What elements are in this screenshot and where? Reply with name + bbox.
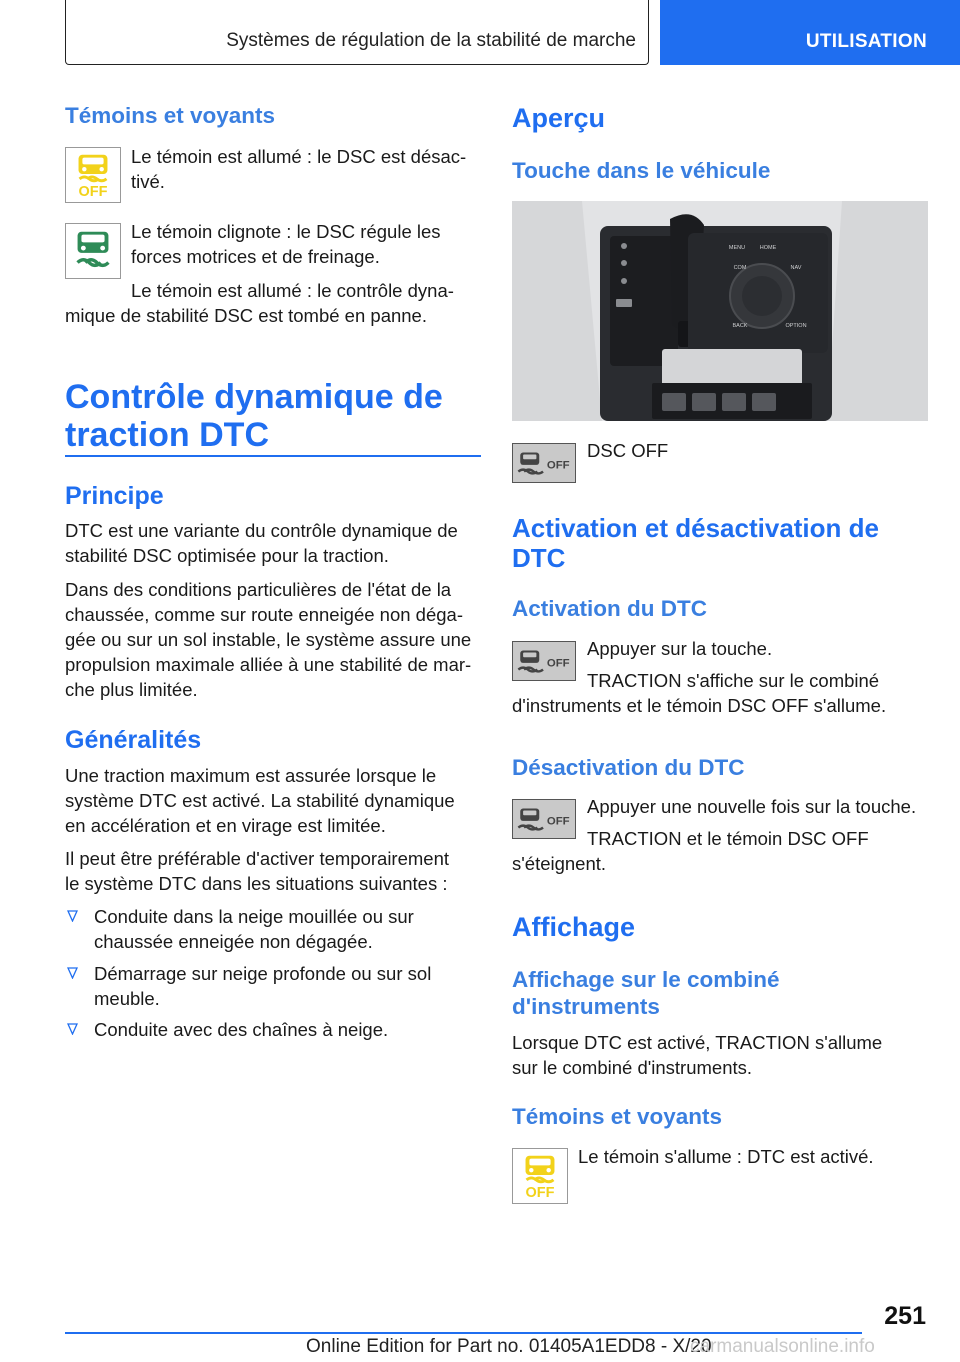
header-section-box (65, 0, 649, 65)
bullet-text: Conduite avec des chaînes à neige. (94, 1019, 389, 1040)
triangle-bullet-icon (67, 967, 78, 979)
page-number: 251 (884, 1302, 926, 1330)
indicator1-text: Le témoin est allumé : le DSC est désac- tivé. (131, 146, 467, 192)
header-chapter-tab (660, 0, 960, 65)
dsc-flashing-icon (65, 223, 121, 279)
principe-paragraph2: Dans des conditions particulières de l'état de la chaussée, comme sur route enneigée non déga- gée ou sur un sol instable, le système assure une propulsion maximale alliée à une stabilité de mar- che plus limitée. (65, 579, 472, 700)
activation-step2: TRACTION s'affiche sur le combiné d'instruments et le témoin DSC OFF s'allume. (512, 670, 887, 716)
indicator-text-right: Le témoin s'allume : DTC est activé. (578, 1146, 874, 1167)
activation-title: Activation et désactivation de DTC (512, 513, 879, 573)
apercu-heading: Aperçu (512, 103, 606, 133)
indicator2-text: Le témoin clignote : le DSC régule les forces motrices et de freinage. (131, 221, 441, 267)
principe-heading: Principe (65, 482, 164, 510)
dsc-off-button-icon (512, 443, 576, 483)
activation-heading: Activation du DTC (512, 596, 707, 621)
indicator2-followup: Le témoin est allumé : le contrôle dyna- mique de stabilité DSC est tombé en panne. (65, 280, 454, 326)
off-label: OFF (546, 815, 570, 828)
triangle-bullet-icon (67, 1023, 78, 1035)
photo-label-nav: NAV (790, 265, 802, 271)
deactivation-step2: TRACTION et le témoin DSC OFF s'éteignent. (512, 828, 869, 874)
dtc-active-warning-icon (512, 1148, 568, 1204)
footer-edition-text: Online Edition for Part no. 01405A1EDD8 - X/20 (306, 1336, 712, 1357)
touche-heading: Touche dans le véhicule (512, 158, 771, 183)
bullet-text: Conduite dans la neige mouillée ou sur chaussée enneigée non dégagée. (94, 906, 414, 952)
affichage-heading: Affichage (512, 912, 636, 942)
deactivation-heading: Désactivation du DTC (512, 755, 745, 780)
indicators-heading-right: Témoins et voyants (512, 1104, 723, 1129)
affichage-text: Lorsque DTC est activé, TRACTION s'allume sur le combiné d'instruments. (512, 1032, 883, 1078)
deactivation-step1: Appuyer une nouvelle fois sur la touche. (587, 796, 917, 817)
bullet-text: Démarrage sur neige profonde ou sur sol meuble. (94, 963, 432, 1009)
bullet-item (65, 1017, 483, 1045)
photo-label-com: COM (733, 265, 747, 271)
bullet-item (65, 904, 483, 956)
dsc-off-warning-icon (65, 147, 121, 203)
off-label: OFF (525, 1185, 555, 1202)
affichage-sub-heading: Affichage sur le combiné d'instruments (512, 967, 780, 1019)
dsc-off-label: DSC OFF (587, 440, 669, 461)
dtc-title: Contrôle dynamique de traction DTC (65, 378, 443, 454)
generalites-paragraph2: Il peut être préférable d'activer temporairement le système DTC dans les situations suivantes : (65, 848, 450, 894)
photo-label-menu: MENU (728, 245, 746, 251)
off-label: OFF (546, 657, 570, 670)
off-label: OFF (546, 459, 570, 472)
activation-step1: Appuyer sur la touche. (587, 638, 773, 659)
header-section-title: Systèmes de régulation de la stabilité de marche (226, 30, 636, 51)
principe-paragraph1: DTC est une variante du contrôle dynamique de stabilité DSC optimisée pour la traction. (65, 520, 458, 566)
generalites-paragraph1: Une traction maximum est assurée lorsque le système DTC est activé. La stabilité dynamique en accélération et en virage est limitée. (65, 765, 455, 836)
photo-label-home: HOME (759, 245, 777, 251)
header-chapter-label: UTILISATION (805, 31, 927, 52)
photo-label-option: OPTION (785, 323, 807, 329)
triangle-bullet-icon (67, 910, 78, 922)
section-divider (65, 455, 481, 457)
vehicle-console-photo (512, 201, 928, 421)
footer-divider (65, 1332, 862, 1334)
watermark-text: carmanualsonline.info (690, 1336, 875, 1357)
indicators-heading: Témoins et voyants (65, 103, 276, 128)
off-label: OFF (78, 184, 108, 201)
generalites-heading: Généralités (65, 726, 202, 754)
bullet-item (65, 961, 483, 1013)
photo-label-back: BACK (732, 323, 748, 329)
